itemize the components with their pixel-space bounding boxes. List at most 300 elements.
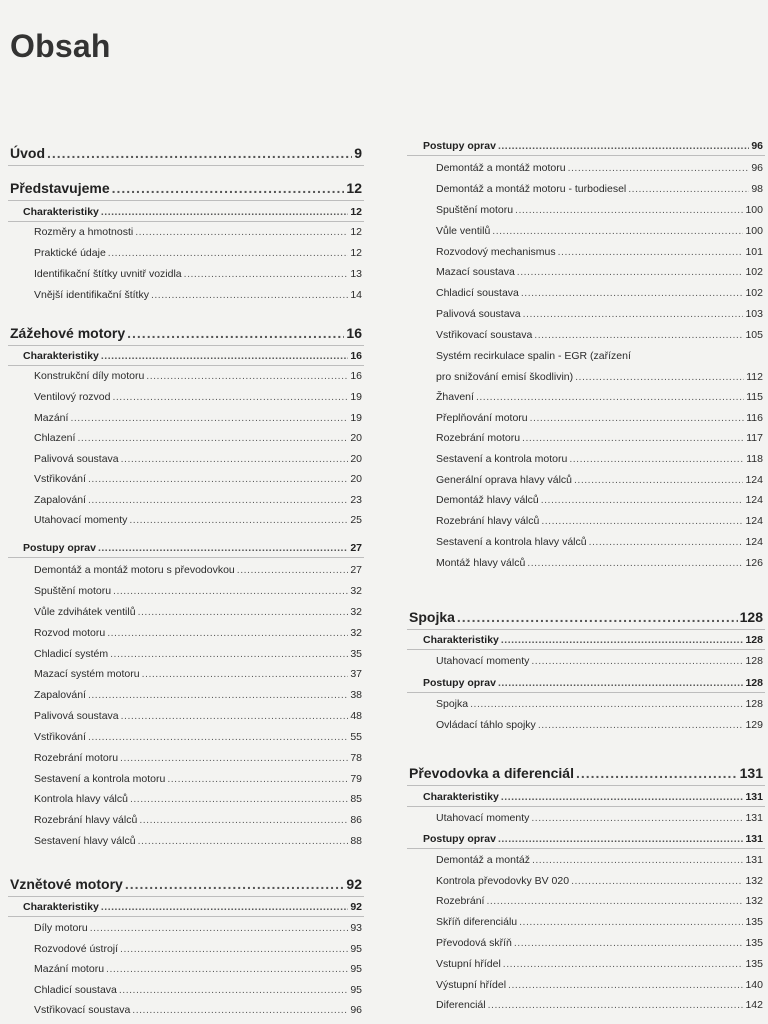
toc-leader-dots bbox=[470, 698, 743, 710]
toc-label: Vstřikování bbox=[34, 473, 86, 485]
toc-page-number: 96 bbox=[350, 1004, 362, 1016]
toc-entry bbox=[34, 627, 362, 639]
toc-leader-dots bbox=[503, 958, 744, 970]
toc-page-number: 55 bbox=[350, 731, 362, 743]
toc-leader-dots bbox=[121, 453, 349, 465]
toc-page-number: 16 bbox=[350, 370, 362, 382]
toc-entry bbox=[436, 329, 763, 341]
toc-label: Vnější identifikační štítky bbox=[34, 289, 149, 301]
toc-leader-dots bbox=[492, 225, 743, 237]
toc-leader-dots bbox=[498, 677, 744, 689]
toc-leader-dots bbox=[101, 901, 348, 913]
toc-chapter bbox=[409, 609, 763, 625]
toc-chapter bbox=[10, 325, 362, 341]
toc-page-number: 102 bbox=[745, 266, 763, 278]
toc-page-number: 131 bbox=[745, 812, 763, 824]
toc-page-number: 124 bbox=[745, 494, 763, 506]
toc-leader-dots bbox=[107, 627, 348, 639]
toc-label: Vůle zdvihátek ventilů bbox=[34, 606, 136, 618]
section-rule bbox=[8, 916, 364, 917]
toc-label: Sestavení hlavy válců bbox=[34, 835, 136, 847]
toc-entry bbox=[34, 710, 362, 722]
toc-section bbox=[23, 350, 362, 362]
toc-label: Spuštění motoru bbox=[34, 585, 112, 597]
toc-section bbox=[23, 206, 362, 218]
toc-entry bbox=[34, 412, 362, 424]
toc-page-number: 142 bbox=[745, 999, 763, 1011]
toc-leader-dots bbox=[523, 308, 744, 320]
toc-leader-dots bbox=[101, 206, 348, 218]
toc-entry bbox=[34, 289, 362, 301]
toc-label: Zážehové motory bbox=[10, 325, 126, 341]
toc-entry bbox=[34, 943, 362, 955]
toc-entry bbox=[436, 698, 763, 710]
toc-entry bbox=[34, 453, 362, 465]
toc-page-number: 85 bbox=[350, 793, 362, 805]
toc-label: Rozebrání hlavy válců bbox=[436, 515, 540, 527]
toc-leader-dots bbox=[589, 536, 744, 548]
toc-leader-dots bbox=[101, 350, 348, 362]
toc-page-number: 9 bbox=[354, 145, 362, 161]
toc-label: Sestavení a kontrola motoru bbox=[34, 773, 166, 785]
toc-page-number: 128 bbox=[745, 634, 763, 646]
toc-label: Palivová soustava bbox=[34, 453, 119, 465]
toc-entry bbox=[436, 246, 763, 258]
toc-leader-dots bbox=[531, 655, 743, 667]
toc-page-number: 140 bbox=[745, 979, 763, 991]
toc-label: Vstřikovací soustava bbox=[436, 329, 533, 341]
toc-section bbox=[423, 791, 763, 803]
toc-leader-dots bbox=[70, 412, 348, 424]
toc-label: Rozměry a hmotnosti bbox=[34, 226, 134, 238]
toc-page-number: 98 bbox=[751, 183, 763, 195]
toc-label: Rozebrání motoru bbox=[34, 752, 119, 764]
toc-page-number: 23 bbox=[350, 494, 362, 506]
toc-page-number: 129 bbox=[745, 719, 763, 731]
toc-label: Postupy oprav bbox=[423, 677, 496, 689]
toc-leader-dots bbox=[108, 247, 349, 259]
toc-page-number: 13 bbox=[350, 268, 362, 280]
toc-label: Díly motoru bbox=[34, 922, 88, 934]
toc-leader-dots bbox=[488, 999, 744, 1011]
toc-leader-dots bbox=[88, 731, 348, 743]
toc-leader-dots bbox=[167, 773, 348, 785]
toc-label: Ventilový rozvod bbox=[34, 391, 111, 403]
toc-label: Generální oprava hlavy válců bbox=[436, 474, 572, 486]
toc-leader-dots bbox=[135, 226, 348, 238]
toc-leader-dots bbox=[571, 875, 743, 887]
toc-page-number: 112 bbox=[746, 371, 763, 383]
toc-entry bbox=[34, 963, 362, 975]
toc-label: Praktické údaje bbox=[34, 247, 106, 259]
toc-entry bbox=[34, 606, 362, 618]
toc-leader-dots bbox=[142, 668, 349, 680]
toc-page-number: 96 bbox=[751, 162, 763, 174]
section-rule bbox=[8, 896, 364, 897]
toc-page-number: 32 bbox=[350, 606, 362, 618]
toc-leader-dots bbox=[575, 371, 744, 383]
toc-page-number: 14 bbox=[350, 289, 362, 301]
toc-label: Demontáž a montáž bbox=[436, 854, 530, 866]
toc-entry bbox=[436, 494, 763, 506]
toc-entry bbox=[34, 689, 362, 701]
toc-label: Postupy oprav bbox=[423, 833, 496, 845]
toc-chapter bbox=[409, 765, 763, 781]
toc-page-number: 103 bbox=[745, 308, 763, 320]
toc-entry bbox=[436, 287, 763, 299]
toc-entry bbox=[436, 557, 763, 569]
toc-page-number: 128 bbox=[745, 677, 763, 689]
toc-entry bbox=[34, 668, 362, 680]
toc-label: Spojka bbox=[436, 698, 469, 710]
toc-entry bbox=[436, 266, 763, 278]
toc-label: Demontáž a montáž motoru bbox=[436, 162, 566, 174]
section-rule bbox=[8, 557, 364, 558]
toc-label: Demontáž hlavy válců bbox=[436, 494, 539, 506]
toc-entry bbox=[34, 922, 362, 934]
toc-label: Chlazení bbox=[34, 432, 76, 444]
toc-page-number: 12 bbox=[350, 247, 362, 259]
toc-section bbox=[423, 140, 763, 152]
toc-page-number: 124 bbox=[745, 474, 763, 486]
toc-page-number: 25 bbox=[350, 514, 362, 526]
toc-section bbox=[423, 833, 763, 845]
toc-label: Palivová soustava bbox=[34, 710, 119, 722]
toc-leader-dots bbox=[521, 287, 744, 299]
toc-entry bbox=[34, 648, 362, 660]
toc-label: Vstupní hřídel bbox=[436, 958, 501, 970]
toc-entry bbox=[436, 655, 763, 667]
toc-leader-dots bbox=[98, 542, 348, 554]
toc-page-number: 131 bbox=[745, 854, 763, 866]
toc-label: Vznětové motory bbox=[10, 876, 123, 892]
toc-page-number: 16 bbox=[346, 325, 362, 341]
toc-page-number: 20 bbox=[350, 432, 362, 444]
toc-label: Spuštění motoru bbox=[436, 204, 514, 216]
toc-page-number: 124 bbox=[745, 536, 763, 548]
toc-entry bbox=[436, 308, 763, 320]
toc-label: Chladicí soustava bbox=[34, 984, 117, 996]
toc-entry bbox=[436, 875, 763, 887]
toc-entry bbox=[34, 752, 362, 764]
toc-leader-dots bbox=[129, 514, 348, 526]
toc-entry bbox=[436, 350, 763, 362]
toc-label: Vůle ventilů bbox=[436, 225, 491, 237]
toc-label: Převodovka a diferenciál bbox=[409, 765, 574, 781]
toc-page-number: 117 bbox=[746, 432, 763, 444]
toc-page-number: 100 bbox=[745, 204, 763, 216]
toc-entry bbox=[436, 916, 763, 928]
toc-entry bbox=[436, 719, 763, 731]
toc-page-number: 95 bbox=[350, 943, 362, 955]
toc-entry bbox=[34, 564, 362, 576]
toc-leader-dots bbox=[132, 1004, 348, 1016]
toc-leader-dots bbox=[498, 140, 749, 152]
toc-leader-dots bbox=[532, 854, 744, 866]
section-rule bbox=[8, 165, 364, 166]
toc-leader-dots bbox=[106, 963, 348, 975]
toc-label: Představujeme bbox=[10, 180, 110, 196]
toc-leader-dots bbox=[527, 557, 743, 569]
toc-label: Výstupní hřídel bbox=[436, 979, 507, 991]
toc-label: Spojka bbox=[409, 609, 455, 625]
toc-entry bbox=[436, 225, 763, 237]
toc-leader-dots bbox=[501, 634, 744, 646]
toc-page-number: 27 bbox=[350, 542, 362, 554]
toc-entry bbox=[436, 958, 763, 970]
toc-page-number: 115 bbox=[746, 391, 763, 403]
toc-label: Kontrola převodovky BV 020 bbox=[436, 875, 570, 887]
toc-label: Rozebrání hlavy válců bbox=[34, 814, 138, 826]
toc-leader-dots bbox=[576, 765, 738, 781]
toc-leader-dots bbox=[476, 391, 744, 403]
toc-section bbox=[23, 901, 362, 913]
section-rule bbox=[8, 345, 364, 346]
toc-page-number: 86 bbox=[350, 814, 362, 826]
toc-leader-dots bbox=[88, 473, 348, 485]
toc-page-number: 38 bbox=[350, 689, 362, 701]
toc-leader-dots bbox=[574, 474, 743, 486]
toc-leader-dots bbox=[457, 609, 738, 625]
toc-section bbox=[423, 634, 763, 646]
toc-page-number: 118 bbox=[746, 453, 763, 465]
toc-page-number: 16 bbox=[350, 350, 362, 362]
toc-label: Ovládací táhlo spojky bbox=[436, 719, 536, 731]
toc-label: Kontrola hlavy válců bbox=[34, 793, 128, 805]
toc-leader-dots bbox=[541, 515, 743, 527]
section-rule bbox=[407, 848, 765, 849]
toc-leader-dots bbox=[541, 494, 744, 506]
toc-leader-dots bbox=[112, 391, 348, 403]
toc-entry bbox=[436, 183, 763, 195]
toc-leader-dots bbox=[569, 453, 744, 465]
toc-page-number: 92 bbox=[350, 901, 362, 913]
toc-label: Úvod bbox=[10, 145, 45, 161]
toc-entry bbox=[436, 999, 763, 1011]
toc-label: Diferenciál bbox=[436, 999, 486, 1011]
toc-page-number: 20 bbox=[350, 473, 362, 485]
toc-leader-dots bbox=[138, 835, 349, 847]
toc-page-number: 32 bbox=[350, 627, 362, 639]
toc-page-number: 132 bbox=[745, 895, 763, 907]
toc-page-number: 12 bbox=[346, 180, 362, 196]
toc-page-number: 128 bbox=[745, 655, 763, 667]
toc-leader-dots bbox=[113, 585, 348, 597]
toc-page-number: 93 bbox=[350, 922, 362, 934]
toc-entry bbox=[436, 412, 763, 424]
section-rule bbox=[407, 806, 765, 807]
toc-label: Mazání motoru bbox=[34, 963, 105, 975]
toc-page-number: 102 bbox=[745, 287, 763, 299]
toc-leader-dots bbox=[130, 793, 348, 805]
toc-entry bbox=[436, 854, 763, 866]
toc-leader-dots bbox=[522, 432, 744, 444]
toc-entry bbox=[34, 494, 362, 506]
toc-label: Žhavení bbox=[436, 391, 474, 403]
toc-label: Charakteristiky bbox=[423, 634, 499, 646]
toc-label: Přeplňování motoru bbox=[436, 412, 528, 424]
toc-page-number: 105 bbox=[745, 329, 763, 341]
toc-page-number: 12 bbox=[350, 226, 362, 238]
toc-label: Chladicí soustava bbox=[436, 287, 519, 299]
toc-label: Konstrukční díly motoru bbox=[34, 370, 145, 382]
toc-page-number: 101 bbox=[745, 246, 763, 258]
toc-label: Utahovací momenty bbox=[436, 655, 530, 667]
toc-entry bbox=[34, 226, 362, 238]
toc-entry bbox=[436, 812, 763, 824]
toc-section bbox=[423, 677, 763, 689]
toc-entry bbox=[436, 474, 763, 486]
toc-page-number: 48 bbox=[350, 710, 362, 722]
toc-label: Demontáž a montáž motoru s převodovkou bbox=[34, 564, 235, 576]
toc-label: Charakteristiky bbox=[23, 901, 99, 913]
toc-leader-dots bbox=[558, 246, 744, 258]
toc-label: Sestavení a kontrola hlavy válců bbox=[436, 536, 587, 548]
toc-leader-dots bbox=[486, 895, 743, 907]
toc-entry bbox=[34, 835, 362, 847]
toc-leader-dots bbox=[628, 183, 749, 195]
toc-label: Rozebrání bbox=[436, 895, 485, 907]
toc-label: Systém recirkulace spalin - EGR (zařízení bbox=[436, 350, 631, 362]
toc-leader-dots bbox=[146, 370, 348, 382]
toc-label: Zapalování bbox=[34, 689, 86, 701]
toc-page-number: 19 bbox=[350, 412, 362, 424]
toc-leader-dots bbox=[151, 289, 348, 301]
toc-page-number: 124 bbox=[745, 515, 763, 527]
toc-entry bbox=[436, 979, 763, 991]
toc-page-number: 135 bbox=[745, 937, 763, 949]
toc-label: Skříň diferenciálu bbox=[436, 916, 518, 928]
toc-page-number: 100 bbox=[745, 225, 763, 237]
toc-leader-dots bbox=[119, 984, 348, 996]
toc-label: Charakteristiky bbox=[23, 206, 99, 218]
toc-label: Zapalování bbox=[34, 494, 86, 506]
toc-entry bbox=[34, 268, 362, 280]
toc-leader-dots bbox=[120, 943, 348, 955]
toc-label: Palivová soustava bbox=[436, 308, 521, 320]
toc-label: Utahovací momenty bbox=[34, 514, 128, 526]
toc-label: pro snižování emisí škodlivin) bbox=[436, 371, 574, 383]
toc-page-number: 95 bbox=[350, 963, 362, 975]
toc-leader-dots bbox=[88, 494, 348, 506]
toc-entry bbox=[436, 371, 763, 383]
toc-entry bbox=[436, 536, 763, 548]
toc-label: Vstřikovací soustava bbox=[34, 1004, 131, 1016]
section-rule bbox=[407, 629, 765, 630]
toc-page-number: 88 bbox=[350, 835, 362, 847]
section-rule bbox=[407, 692, 765, 693]
toc-leader-dots bbox=[90, 922, 349, 934]
toc-leader-dots bbox=[112, 180, 345, 196]
toc-page-number: 95 bbox=[350, 984, 362, 996]
toc-leader-dots bbox=[184, 268, 349, 280]
toc-entry bbox=[34, 814, 362, 826]
toc-leader-dots bbox=[498, 833, 744, 845]
toc-label: Postupy oprav bbox=[423, 140, 496, 152]
toc-entry bbox=[34, 585, 362, 597]
toc-page-number: 92 bbox=[346, 876, 362, 892]
toc-leader-dots bbox=[519, 916, 743, 928]
section-rule bbox=[8, 200, 364, 201]
toc-leader-dots bbox=[127, 325, 344, 341]
toc-entry bbox=[34, 773, 362, 785]
toc-page-number: 37 bbox=[350, 668, 362, 680]
toc-leader-dots bbox=[138, 606, 349, 618]
toc-entry bbox=[436, 453, 763, 465]
toc-leader-dots bbox=[531, 812, 743, 824]
toc-leader-dots bbox=[120, 752, 348, 764]
toc-page-number: 19 bbox=[350, 391, 362, 403]
toc-page-number: 131 bbox=[745, 833, 763, 845]
toc-leader-dots bbox=[515, 204, 743, 216]
toc-label: Demontáž a montáž motoru - turbodiesel bbox=[436, 183, 627, 195]
toc-entry bbox=[34, 247, 362, 259]
toc-entry bbox=[436, 515, 763, 527]
toc-page-number: 96 bbox=[751, 140, 763, 152]
toc-chapter bbox=[10, 145, 362, 161]
toc-label: Chladicí systém bbox=[34, 648, 109, 660]
toc-chapter bbox=[10, 180, 362, 196]
toc-label: Sestavení a kontrola motoru bbox=[436, 453, 568, 465]
toc-label: Mazací systém motoru bbox=[34, 668, 140, 680]
toc-page-number: 12 bbox=[350, 206, 362, 218]
toc-page-number: 128 bbox=[745, 698, 763, 710]
toc-page-number: 32 bbox=[350, 585, 362, 597]
toc-leader-dots bbox=[534, 329, 743, 341]
toc-entry bbox=[436, 432, 763, 444]
toc-label: Rozvodové ústrojí bbox=[34, 943, 119, 955]
toc-page-number: 132 bbox=[745, 875, 763, 887]
toc-label: Rozvodový mechanismus bbox=[436, 246, 556, 258]
toc-page-number: 128 bbox=[739, 609, 763, 625]
toc-leader-dots bbox=[237, 564, 349, 576]
toc-leader-dots bbox=[77, 432, 348, 444]
section-rule bbox=[8, 365, 364, 366]
toc-entry bbox=[34, 432, 362, 444]
toc-label: Charakteristiky bbox=[423, 791, 499, 803]
toc-leader-dots bbox=[517, 266, 744, 278]
toc-page-number: 79 bbox=[350, 773, 362, 785]
toc-label: Rozvod motoru bbox=[34, 627, 106, 639]
toc-label: Identifikační štítky uvnitř vozidla bbox=[34, 268, 182, 280]
toc-entry bbox=[34, 370, 362, 382]
toc-label: Rozebrání motoru bbox=[436, 432, 521, 444]
toc-leader-dots bbox=[121, 710, 349, 722]
toc-page-number: 35 bbox=[350, 648, 362, 660]
toc-leader-dots bbox=[47, 145, 352, 161]
toc-page-number: 126 bbox=[745, 557, 763, 569]
toc-page-number: 27 bbox=[350, 564, 362, 576]
toc-entry bbox=[436, 895, 763, 907]
toc-leader-dots bbox=[508, 979, 743, 991]
toc-entry bbox=[34, 473, 362, 485]
toc-label: Postupy oprav bbox=[23, 542, 96, 554]
page-title: Obsah bbox=[10, 28, 111, 64]
toc-label: Převodová skříň bbox=[436, 937, 512, 949]
toc-page-number: 78 bbox=[350, 752, 362, 764]
toc-entry bbox=[34, 1004, 362, 1016]
toc-entry bbox=[34, 793, 362, 805]
section-rule bbox=[407, 155, 765, 156]
toc-leader-dots bbox=[139, 814, 348, 826]
toc-leader-dots bbox=[125, 876, 345, 892]
toc-page-number: 135 bbox=[745, 916, 763, 928]
toc-leader-dots bbox=[110, 648, 348, 660]
toc-page-number: 131 bbox=[745, 791, 763, 803]
toc-label: Charakteristiky bbox=[23, 350, 99, 362]
section-rule bbox=[407, 785, 765, 786]
toc-entry bbox=[34, 391, 362, 403]
